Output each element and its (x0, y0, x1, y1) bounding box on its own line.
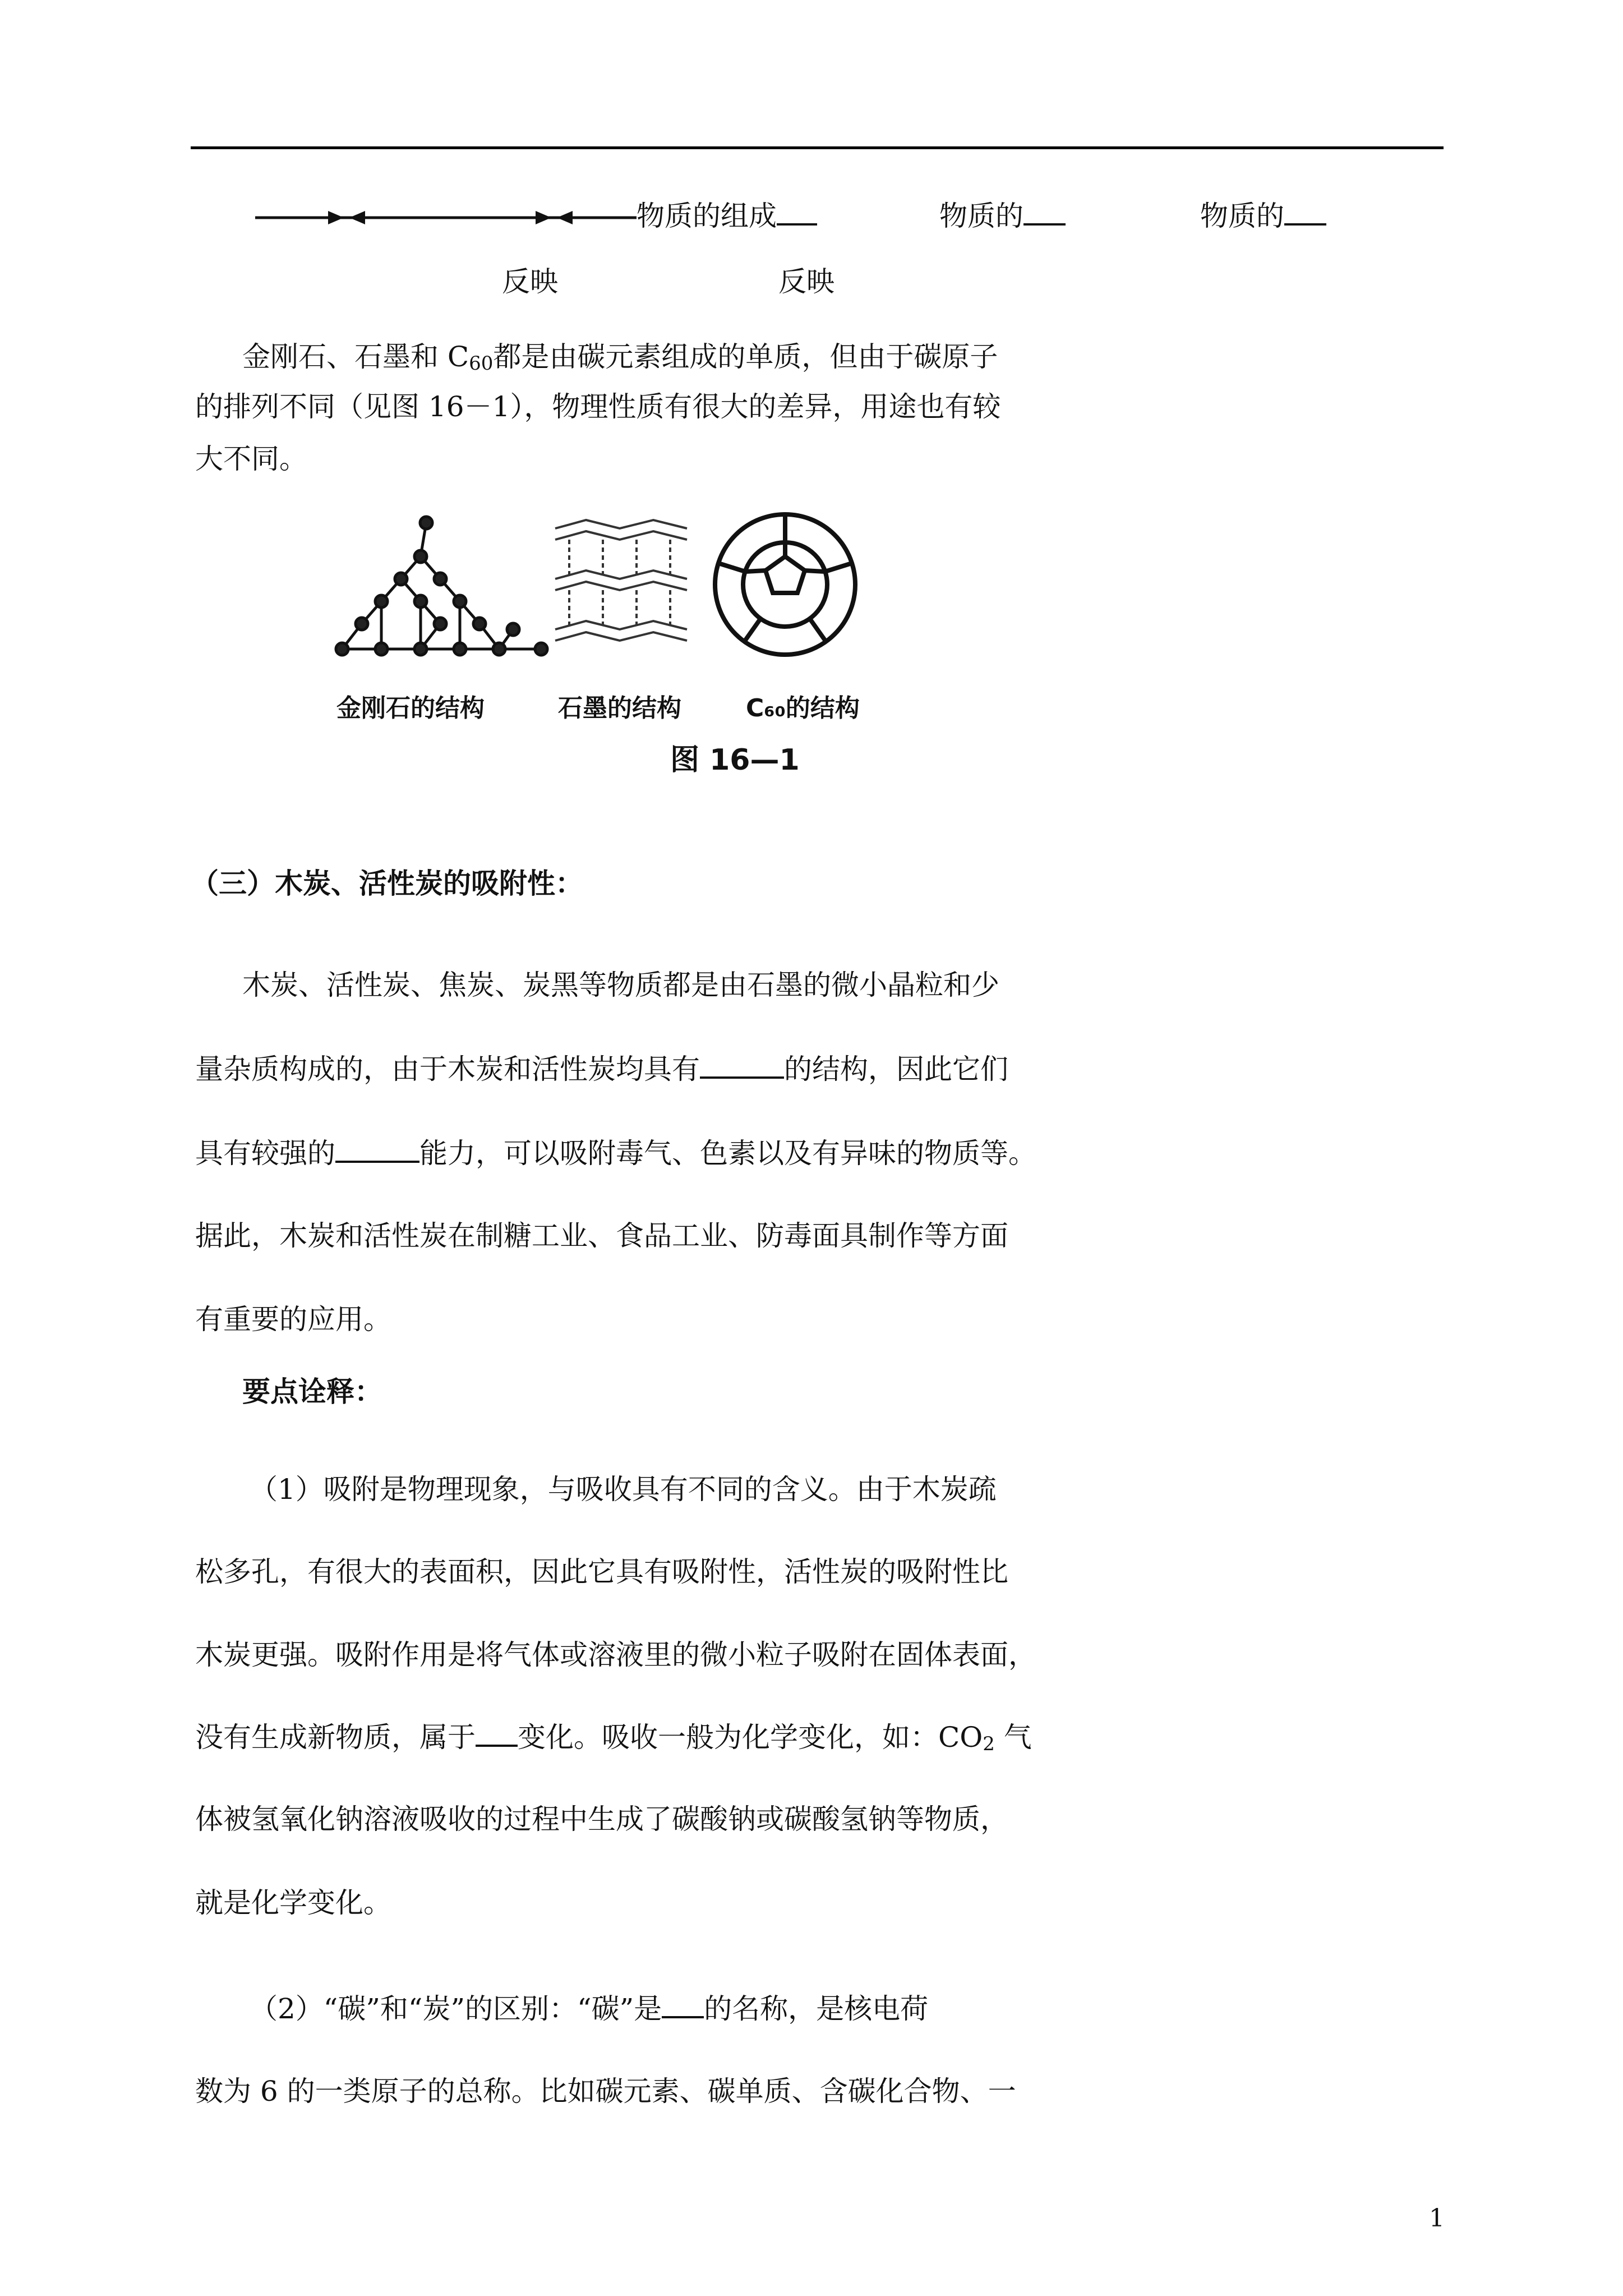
header-rule (191, 146, 1444, 149)
graphite-label: 石墨的结构 (558, 694, 681, 723)
c60-label: C₆₀的结构 (746, 694, 860, 723)
section3-line-3: 具有较强的 能力，可以吸附毒气、色素以及有异味的物质等。 (195, 1137, 1036, 1170)
intro-line-3: 大不同。 (195, 443, 307, 475)
section3-line-1: 木炭、活性炭、焦炭、炭黑等物质都是由石墨的微小晶粒和少 (242, 969, 999, 1001)
section3-line-2: 量杂质构成的，由于木炭和活性炭均具有 的结构，因此它们 (195, 1053, 1008, 1085)
section3-title: （三）木炭、活性炭的吸附性： (191, 867, 583, 900)
keypoints-title: 要点诠释： (242, 1375, 382, 1408)
keypoint2-line-2: 数为 6 的一类原子的总称。比如碳元素、碳单质、含碳化合物、一 (195, 2075, 1016, 2108)
diamond-label: 金刚石的结构 (336, 694, 485, 723)
property-label-1: 物质的 (939, 199, 1066, 233)
keypoint1-line-3: 木炭更强。吸附作用是将气体或溶液里的微小粒子吸附在固体表面， (195, 1639, 1036, 1671)
keypoint1-line-4: 没有生成新物质，属于 变化。吸收一般为化学变化，如：$CO_2$ 气 (195, 1721, 1032, 1755)
keypoint1-line-6: 就是化学变化。 (195, 1887, 391, 1919)
intro-line-1: 金刚石、石墨和 $C_{60}$都是由碳元素组成的单质，但由于碳原子 (242, 341, 998, 375)
intro-line-2: 的排列不同（见图 16－1），物理性质有很大的差异，用途也有较 (195, 390, 1001, 423)
section3-line-4: 据此，木炭和活性炭在制糖工业、食品工业、防毒面具制作等方面 (195, 1220, 1008, 1252)
reflect-label-2: 反映 (778, 265, 834, 298)
keypoint1-line-1: （1）吸附是物理现象，与吸收具有不同的含义。由于木炭疏 (250, 1473, 997, 1506)
section3-line-5: 有重要的应用。 (195, 1303, 391, 1336)
property-label-2: 物质的 (1200, 199, 1326, 233)
keypoint1-line-5: 体被氢氧化钠溶液吸收的过程中生成了碳酸钠或碳酸氢钠等物质， (195, 1803, 1008, 1835)
composition-label: 物质的组成 (637, 199, 817, 233)
keypoint2-line-1: （2）“碳”和“炭”的区别：“碳”是 的名称，是核电荷 (250, 1993, 929, 2025)
arrow-chain-diagram (255, 206, 637, 229)
reflect-label-1: 反映 (502, 265, 558, 298)
page-number: 1 (1429, 2204, 1445, 2233)
keypoint1-line-2: 松多孔，有很大的表面积，因此它具有吸附性，活性炭的吸附性比 (195, 1556, 1008, 1588)
figure-caption: 图 16—1 (670, 743, 800, 777)
carbon-structures-figure (322, 495, 895, 781)
